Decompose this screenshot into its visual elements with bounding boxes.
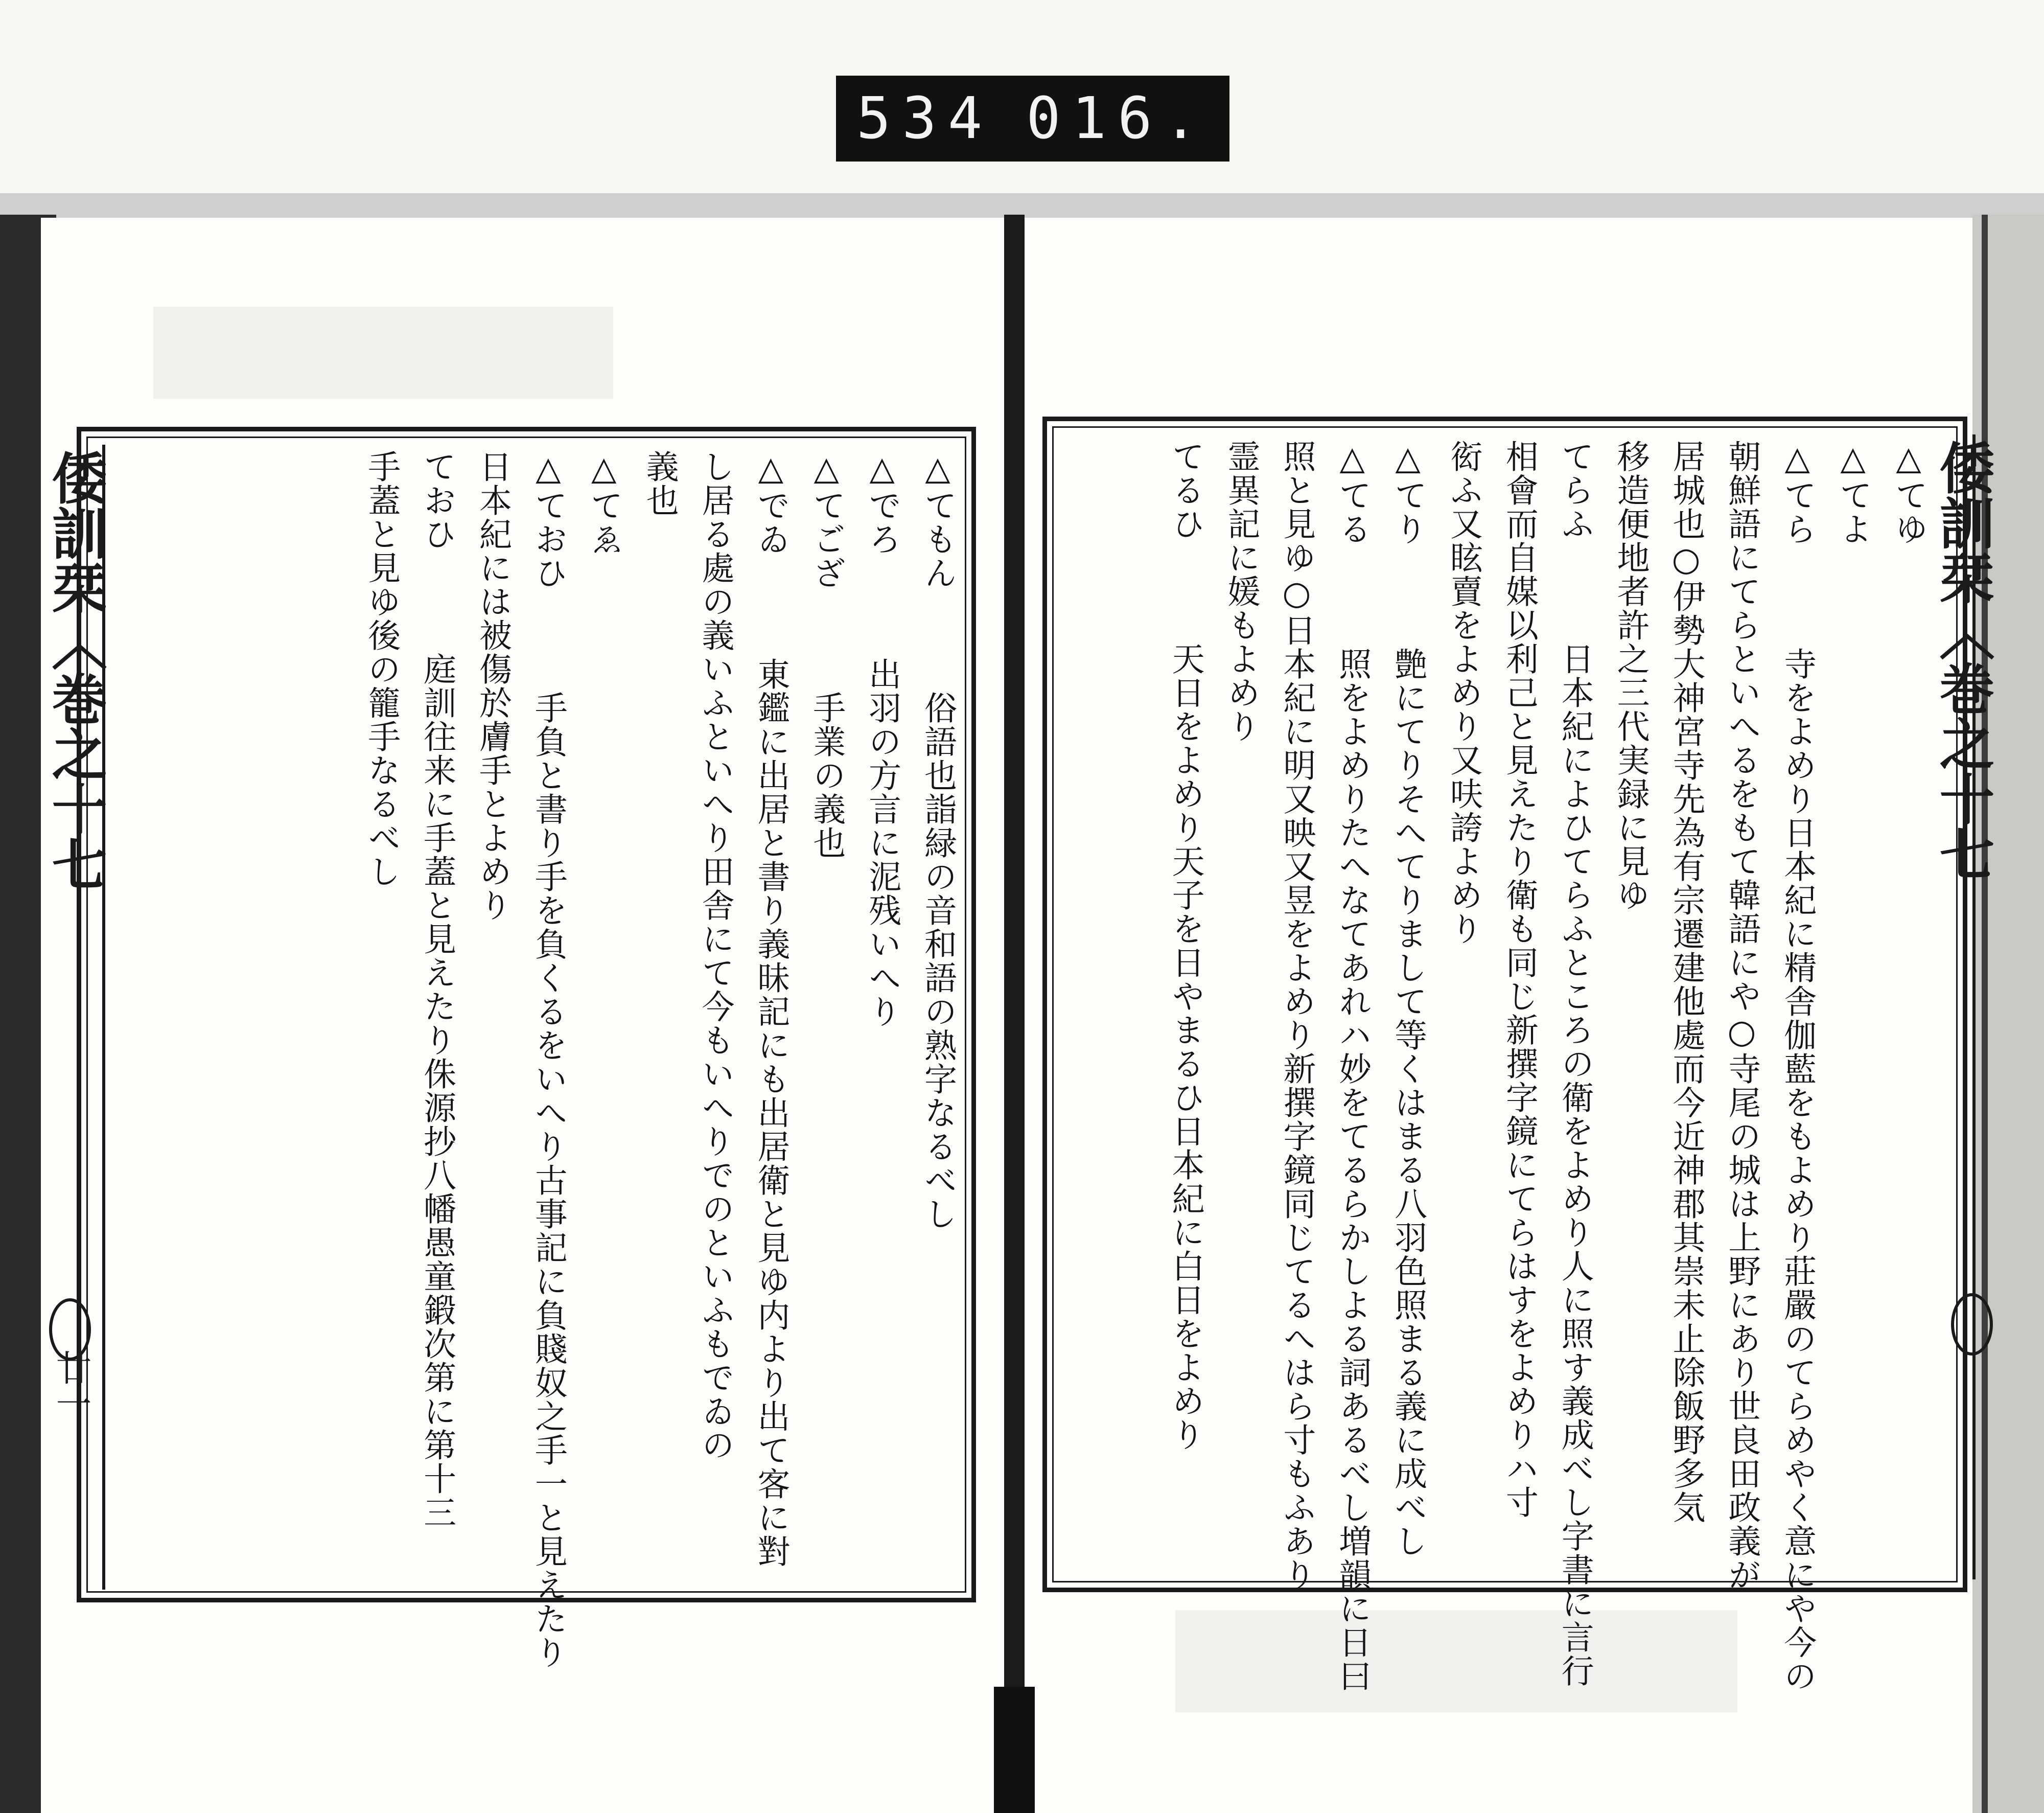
- archive-number-label: [836, 76, 1229, 162]
- text-line: てるひ 天日をよめり天子を日やまるひ日本紀に白日をよめり: [1166, 440, 1204, 1452]
- text-line: △てり 艶にてりそへてりまして等くはまる八羽色照まる義に成べし: [1389, 440, 1427, 1558]
- text-line: △てゆ: [1890, 440, 1927, 546]
- archive-number-right: 016.: [1026, 85, 1209, 152]
- text-line: △てる 照をよめりたへなてあれハ妙をてるらかしよる詞あるべし増韻に日曰: [1333, 440, 1372, 1693]
- left-folio-number: 廿一: [50, 1349, 92, 1421]
- text-line: △てよ: [1834, 440, 1872, 546]
- text-line: △でろ 出羽の方言に泥残いへり: [863, 450, 901, 1028]
- gutter-bottom-tab: [994, 1687, 1035, 1813]
- paper-stain: [1175, 1610, 1737, 1712]
- text-line: △てら 寺をよめり日本紀に精舎伽藍をもよめり莊嚴のてらめやく意にや今の: [1778, 440, 1817, 1693]
- right-page-text: [1068, 440, 1932, 1693]
- paper-stain: [153, 307, 613, 399]
- text-line: 衒ふ又眩賣をよめり又呋誇よめり: [1445, 440, 1482, 946]
- text-line: △でゐ 東鑑に出居と書り義昧記にも出居衛と見ゆ内より出て客に對: [752, 450, 790, 1568]
- text-line: てらふ 日本紀によひてらふところの衛をよめり人に照す義成べし字書に言行: [1555, 440, 1594, 1688]
- text-line: 朝鮮語にてらといへるをもて韓語にや○寺尾の城は上野にあり世良田政義が: [1723, 440, 1761, 1592]
- text-line: 移造便地者許之三代実録に見ゆ: [1611, 440, 1650, 912]
- right-margin-circle-mark: [1951, 1293, 1993, 1356]
- text-line: 相會而自媒以利己と見えたり衛も同じ新撰字鏡にてらはすをよめりハ寸: [1500, 440, 1538, 1519]
- center-gutter: [1004, 215, 1025, 1813]
- text-line: 義也: [640, 450, 679, 517]
- text-line: △ておひ 手負と書り手を負くるをいへり古事記に負賤奴之手一と見えたり: [529, 450, 567, 1669]
- left-page-text: [153, 450, 961, 1669]
- text-line: △てゑ: [585, 450, 623, 556]
- text-line: 日本紀には被傷於膚手とよめり: [474, 450, 512, 922]
- text-line: △てござ 手業の義也: [807, 450, 846, 860]
- text-line: 照と見ゆ○日本紀に明又映又昱をよめり新撰字鏡同じてるへはら寸もふあり: [1278, 440, 1316, 1592]
- text-line: 手蓋と見ゆ後の籠手なるべし: [362, 450, 401, 888]
- text-line: 霊異記に媛もよめり: [1222, 440, 1260, 743]
- text-line: ておひ 庭訓往来に手蓋と見えたり侏源抄八幡愚童鍛次第に第十三: [418, 450, 456, 1529]
- text-line: 居城也○伊勢大神宮寺先為有宗遷建他處而今近神郡其崇未止除飯野多気: [1667, 440, 1705, 1524]
- archive-number-left: 534: [856, 85, 994, 152]
- left-margin-title: 倭訓栞〈巻之十七: [42, 450, 107, 891]
- text-line: △てもん 俗語也詣緑の音和語の熟字なるべし: [919, 450, 957, 1231]
- book-top-edge: [0, 193, 2044, 218]
- text-line: し居る處の義いふといへり田舎にて今もいへりでのといふもでゐの: [696, 450, 734, 1462]
- right-margin-title: 倭訓栞〈巻之十七: [1930, 440, 1994, 881]
